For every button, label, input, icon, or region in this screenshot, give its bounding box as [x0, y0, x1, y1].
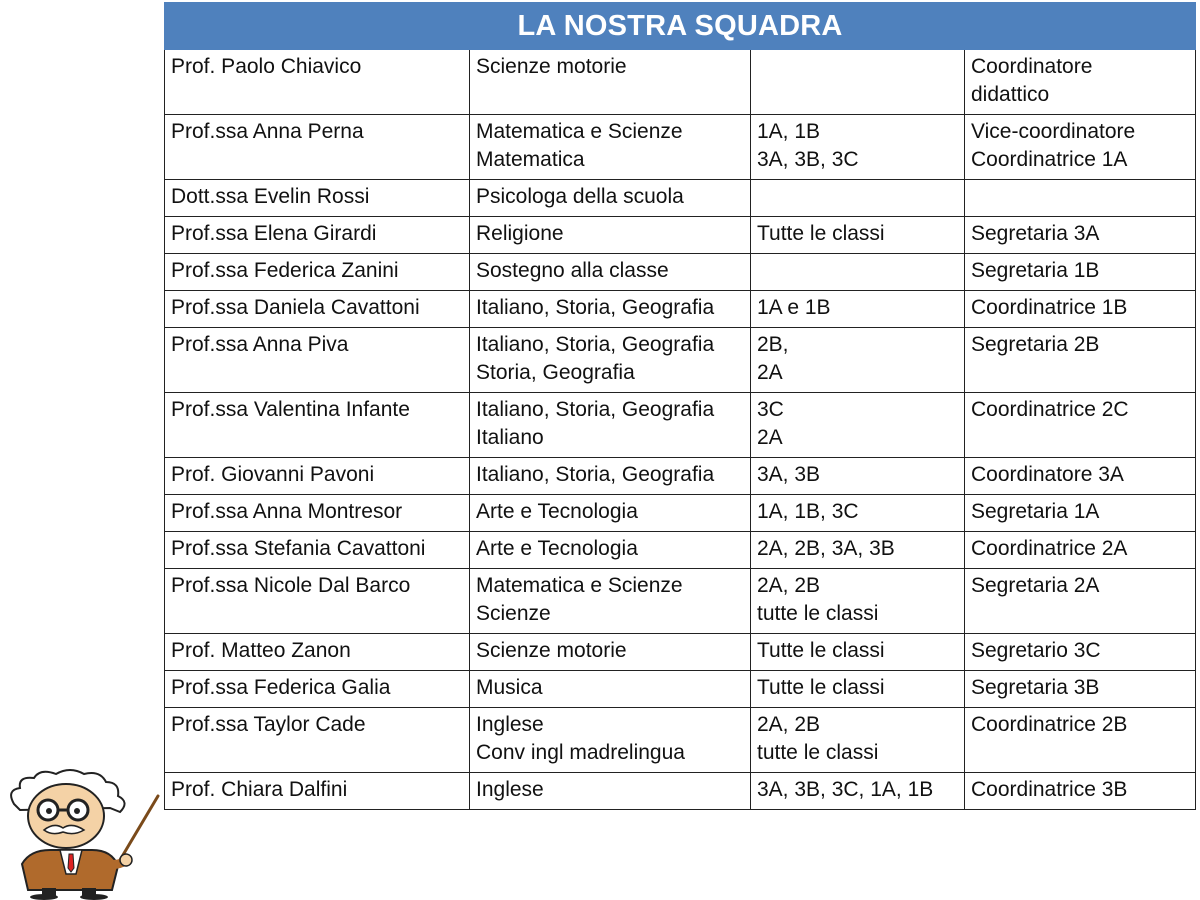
classes-cell [751, 115, 965, 180]
classes-cell [751, 254, 965, 291]
table-title: LA NOSTRA SQUADRA [165, 3, 1196, 50]
table-body [165, 50, 1196, 810]
cell-line: Italiano, Storia, Geografia [476, 463, 715, 486]
role-cell [965, 393, 1196, 458]
cell-line: 3A, 3B, 3C [757, 148, 859, 171]
table-row [165, 291, 1196, 328]
cell-line: Coordinatrice 2A [971, 537, 1128, 560]
classes-cell [751, 569, 965, 634]
subject-cell [470, 393, 751, 458]
member-name-cell: Prof.ssa Anna Perna [165, 115, 470, 180]
table-row [165, 217, 1196, 254]
member-name-cell: Prof. Chiara Dalfini [165, 773, 470, 810]
table-row [165, 569, 1196, 634]
cell-line: 2A, 2B [757, 574, 821, 597]
cell-line: 2A [757, 426, 783, 449]
member-name-cell: Prof.ssa Stefania Cavattoni [165, 532, 470, 569]
member-name-cell: Prof.ssa Daniela Cavattoni [165, 291, 470, 328]
cell-line: Matematica [476, 148, 585, 171]
classes-cell [751, 291, 965, 328]
member-name-cell: Dott.ssa Evelin Rossi [165, 180, 470, 217]
role-cell [965, 708, 1196, 773]
member-name-cell: Prof.ssa Valentina Infante [165, 393, 470, 458]
table-row [165, 393, 1196, 458]
role-cell [965, 458, 1196, 495]
cell-line: tutte le classi [757, 602, 879, 625]
member-name-cell: Prof.ssa Elena Girardi [165, 217, 470, 254]
member-name-cell: Prof.ssa Anna Montresor [165, 495, 470, 532]
cell-line: Coordinatrice 2B [971, 713, 1128, 736]
classes-cell [751, 50, 965, 115]
member-name-cell: Prof.ssa Taylor Cade [165, 708, 470, 773]
professor-with-pointer-icon [0, 768, 165, 900]
classes-cell [751, 532, 965, 569]
cell-line: 1A, 1B, 3C [757, 500, 859, 523]
cell-line: Italiano [476, 426, 544, 449]
classes-cell [751, 458, 965, 495]
cell-line: Arte e Tecnologia [476, 500, 638, 523]
member-name-cell: Prof. Paolo Chiavico [165, 50, 470, 115]
member-name-cell: Prof.ssa Nicole Dal Barco [165, 569, 470, 634]
cell-line: Inglese [476, 778, 544, 801]
table-row [165, 328, 1196, 393]
cell-line: Coordinatrice 1B [971, 296, 1128, 319]
cell-line: Scienze motorie [476, 639, 627, 662]
role-cell [965, 50, 1196, 115]
table-row [165, 532, 1196, 569]
classes-cell [751, 634, 965, 671]
table-header-row [165, 3, 1196, 50]
cell-line: Coordinatore [971, 55, 1093, 78]
classes-cell [751, 495, 965, 532]
member-name-cell: Prof.ssa Federica Galia [165, 671, 470, 708]
table-row [165, 115, 1196, 180]
role-cell [965, 115, 1196, 180]
cell-line: Matematica e Scienze [476, 120, 683, 143]
cell-line: Segretaria 1A [971, 500, 1100, 523]
subject-cell [470, 708, 751, 773]
role-cell [965, 495, 1196, 532]
role-cell [965, 217, 1196, 254]
cell-line: Tutte le classi [757, 222, 885, 245]
cell-line: Coordinatrice 3B [971, 778, 1128, 801]
classes-cell [751, 671, 965, 708]
cell-line: 1A e 1B [757, 296, 831, 319]
role-cell [965, 328, 1196, 393]
subject-cell [470, 671, 751, 708]
subject-cell [470, 634, 751, 671]
cell-line: 2A, 2B [757, 713, 821, 736]
table-row [165, 671, 1196, 708]
classes-cell [751, 773, 965, 810]
cell-line: 2A [757, 361, 783, 384]
cell-line: Religione [476, 222, 564, 245]
cell-line: Inglese [476, 713, 544, 736]
classes-cell [751, 393, 965, 458]
role-cell [965, 180, 1196, 217]
cell-line: Sostegno alla classe [476, 259, 669, 282]
role-cell [965, 634, 1196, 671]
cell-line: Segretaria 3A [971, 222, 1100, 245]
cell-line: Segretaria 2A [971, 574, 1100, 597]
cell-line: Arte e Tecnologia [476, 537, 638, 560]
cell-line: Matematica e Scienze [476, 574, 683, 597]
subject-cell [470, 458, 751, 495]
role-cell [965, 671, 1196, 708]
cell-line: Italiano, Storia, Geografia [476, 398, 715, 421]
cell-line: Scienze [476, 602, 551, 625]
role-cell [965, 773, 1196, 810]
subject-cell [470, 217, 751, 254]
table-row [165, 180, 1196, 217]
subject-cell [470, 773, 751, 810]
subject-cell [470, 180, 751, 217]
member-name-cell: Prof.ssa Federica Zanini [165, 254, 470, 291]
cell-line: 3A, 3B [757, 463, 821, 486]
cell-line: 1A, 1B [757, 120, 821, 143]
cell-line: Tutte le classi [757, 639, 885, 662]
role-cell [965, 532, 1196, 569]
subject-cell [470, 495, 751, 532]
subject-cell [470, 50, 751, 115]
cell-line: Italiano, Storia, Geografia [476, 333, 715, 356]
subject-cell [470, 115, 751, 180]
classes-cell [751, 217, 965, 254]
table-row [165, 50, 1196, 115]
team-table [164, 2, 1196, 810]
cell-line: didattico [971, 83, 1050, 106]
classes-cell [751, 180, 965, 217]
cell-line: Coordinatrice 1A [971, 148, 1128, 171]
cell-line: Segretaria 1B [971, 259, 1100, 282]
subject-cell [470, 569, 751, 634]
subject-cell [470, 291, 751, 328]
cell-line: Tutte le classi [757, 676, 885, 699]
member-name-cell: Prof. Matteo Zanon [165, 634, 470, 671]
role-cell [965, 569, 1196, 634]
role-cell [965, 291, 1196, 328]
table-row [165, 254, 1196, 291]
subject-cell [470, 328, 751, 393]
table-row [165, 634, 1196, 671]
cell-line: Italiano, Storia, Geografia [476, 296, 715, 319]
subject-cell [470, 254, 751, 291]
cell-line: Coordinatrice 2C [971, 398, 1129, 421]
cell-line: Vice-coordinatore [971, 120, 1136, 143]
cell-line: Conv ingl madrelingua [476, 741, 685, 764]
cell-line: tutte le classi [757, 741, 879, 764]
subject-cell [470, 532, 751, 569]
cell-line: 2A, 2B, 3A, 3B [757, 537, 895, 560]
member-name-cell: Prof. Giovanni Pavoni [165, 458, 470, 495]
role-cell [965, 254, 1196, 291]
cell-line: Coordinatore 3A [971, 463, 1124, 486]
member-name-cell: Prof.ssa Anna Piva [165, 328, 470, 393]
cell-line: Segretario 3C [971, 639, 1101, 662]
table-row [165, 773, 1196, 810]
cell-line: Psicologa della scuola [476, 185, 684, 208]
cell-line: 2B, [757, 333, 789, 356]
cell-line: Segretaria 2B [971, 333, 1100, 356]
cell-line: Scienze motorie [476, 55, 627, 78]
table-row [165, 708, 1196, 773]
classes-cell [751, 328, 965, 393]
table-row [165, 495, 1196, 532]
cell-line: 3C [757, 398, 784, 421]
cell-line: Segretaria 3B [971, 676, 1100, 699]
cell-line: Musica [476, 676, 543, 699]
cell-line: Storia, Geografia [476, 361, 635, 384]
classes-cell [751, 708, 965, 773]
table-row [165, 458, 1196, 495]
cell-line: 3A, 3B, 3C, 1A, 1B [757, 778, 934, 801]
